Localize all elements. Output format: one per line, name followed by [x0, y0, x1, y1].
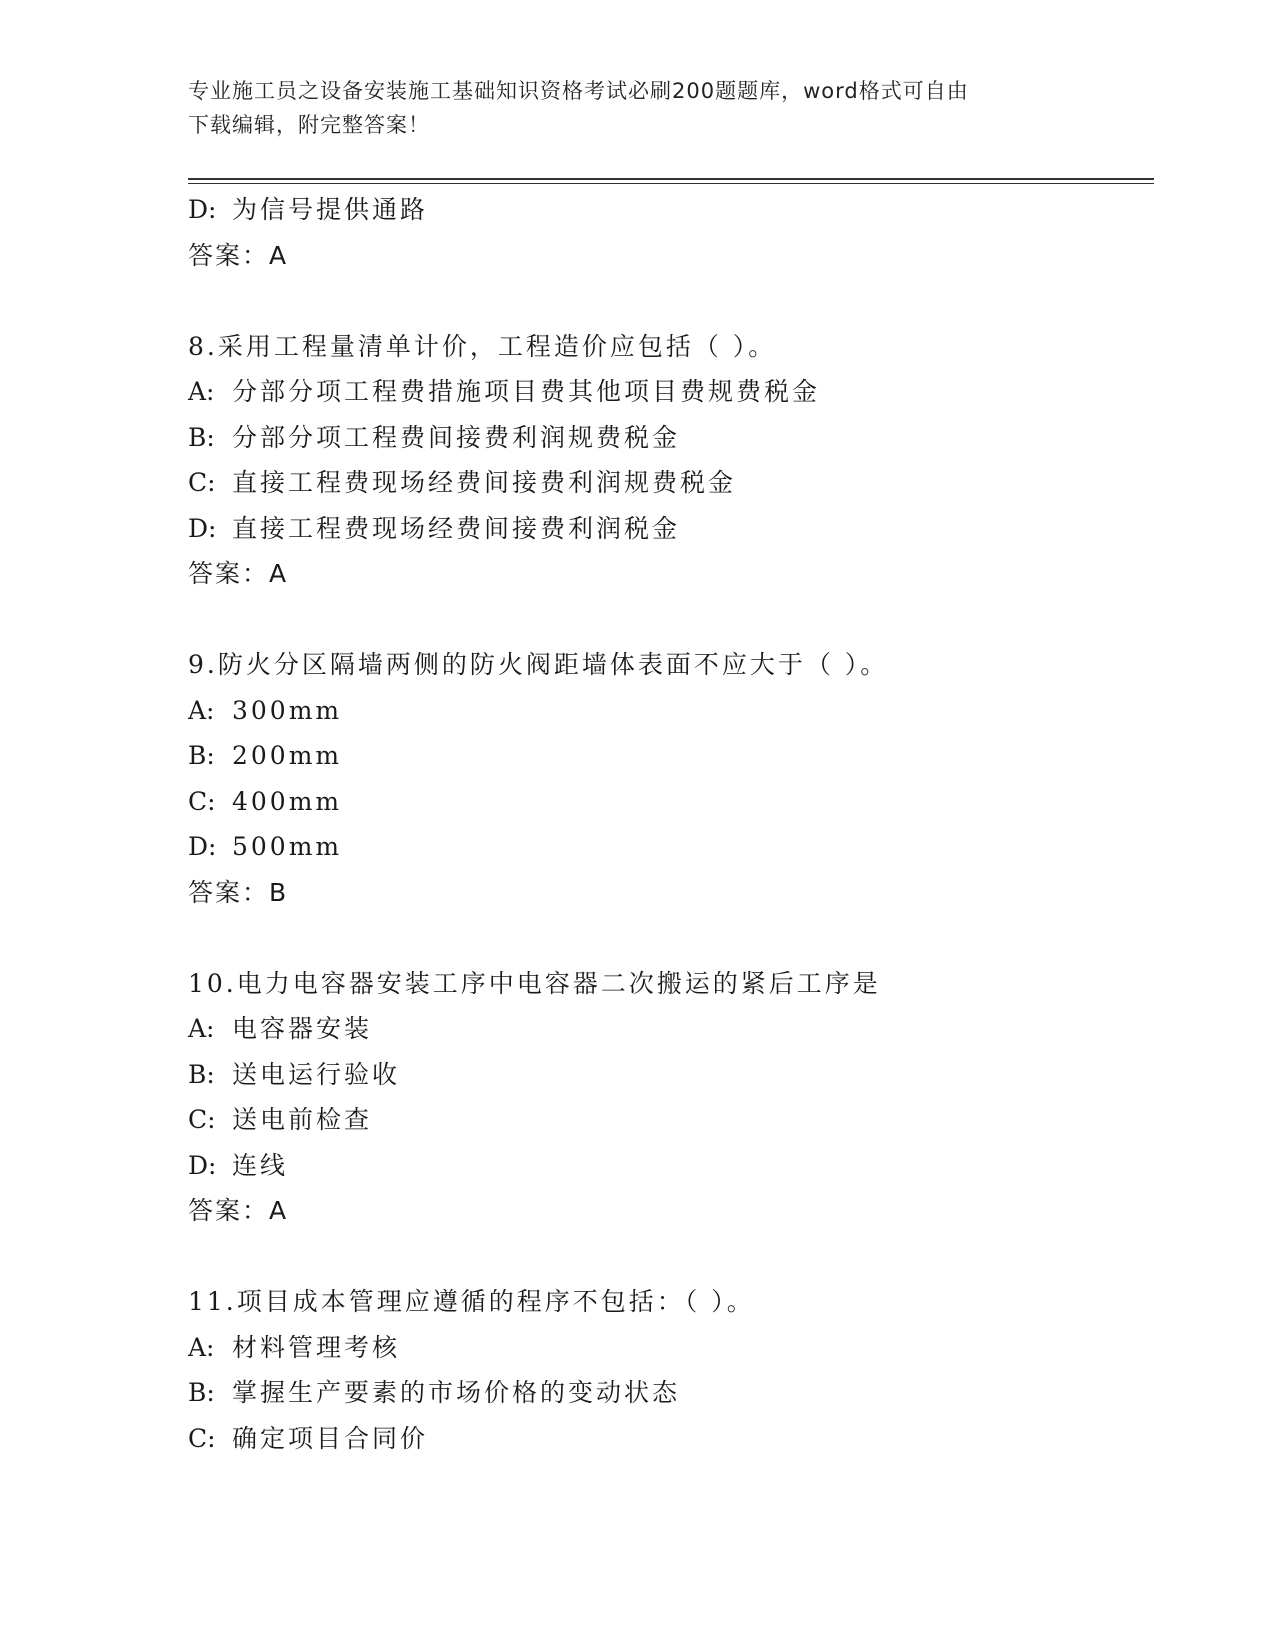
option-text: 分部分项工程费间接费利润规费税金 [232, 422, 681, 452]
answer-line: 答案：A [188, 1196, 289, 1225]
question-spacer [188, 597, 1148, 643]
option-line [188, 1097, 1148, 1143]
header-divider-thick [188, 178, 1154, 180]
option-text: 连线 [232, 1150, 289, 1180]
option-label: B: [188, 741, 215, 770]
option-text: 直接工程费现场经费间接费利润税金 [232, 513, 681, 543]
option-line [188, 1370, 1148, 1416]
option-label: A: [188, 1014, 215, 1043]
option-text: 送电前检查 [232, 1105, 373, 1134]
option-text: 300mm [232, 695, 343, 725]
question-stem: 8.采用工程量清单计价，工程造价应包括（ ）。 [188, 331, 777, 361]
option-line [188, 506, 1148, 552]
question-list [188, 187, 1148, 1461]
option-text: 掌握生产要素的市场价格的变动状态 [232, 1378, 681, 1407]
option-text: 送电运行验收 [232, 1059, 401, 1089]
question-spacer [188, 1234, 1148, 1280]
option-text: 确定项目合同价 [232, 1423, 429, 1453]
option-line [188, 1052, 1148, 1098]
header-divider-thin [188, 183, 1154, 184]
option-label: A: [188, 377, 215, 406]
header-line-1: 专业施工员之设备安装施工基础知识资格考试必刷200题题库，word格式可自由 [188, 79, 969, 103]
option-label: D: [188, 513, 217, 543]
option-text: 500mm [232, 832, 343, 861]
option-line [188, 187, 1148, 233]
answer-line: 答案：A [188, 240, 289, 270]
option-label: C: [188, 1423, 216, 1453]
option-label: B: [188, 422, 215, 452]
question-stem: 11.项目成本管理应遵循的程序不包括：（ ）。 [188, 1287, 755, 1316]
option-line [188, 369, 1148, 415]
option-line [188, 688, 1148, 734]
answer-line: 答案：A [188, 559, 289, 588]
option-label: B: [188, 1378, 215, 1407]
option-label: C: [188, 786, 216, 816]
option-label: B: [188, 1059, 215, 1089]
option-line [188, 824, 1148, 870]
option-line [188, 733, 1148, 779]
question-stem: 10.电力电容器安装工序中电容器二次搬运的紧后工序是 [188, 968, 881, 998]
option-text: 400mm [232, 786, 343, 816]
option-label: D: [188, 195, 217, 224]
question-stem: 9.防火分区隔墙两侧的防火阀距墙体表面不应大于（ ）。 [188, 650, 889, 679]
option-label: A: [188, 1332, 215, 1362]
option-line [188, 779, 1148, 825]
option-label: C: [188, 1105, 216, 1134]
option-line [188, 1416, 1148, 1462]
option-line [188, 1143, 1148, 1189]
option-line [188, 1325, 1148, 1371]
option-text: 直接工程费现场经费间接费利润规费税金 [232, 468, 737, 497]
option-text: 200mm [232, 741, 343, 770]
option-label: D: [188, 1150, 217, 1180]
option-text: 电容器安装 [232, 1014, 373, 1043]
answer-line: 答案：B [188, 877, 289, 907]
option-line [188, 415, 1148, 461]
question-spacer [188, 915, 1148, 961]
option-text: 分部分项工程费措施项目费其他项目费规费税金 [232, 377, 821, 406]
option-label: C: [188, 468, 216, 497]
option-line [188, 460, 1148, 506]
option-label: D: [188, 832, 217, 861]
document-header [188, 74, 1068, 142]
option-line [188, 1006, 1148, 1052]
option-text: 材料管理考核 [232, 1332, 401, 1362]
option-label: A: [188, 695, 215, 725]
question-spacer [188, 278, 1148, 324]
option-text: 为信号提供通路 [232, 195, 429, 224]
header-line-2: 下载编辑，附完整答案！ [188, 113, 430, 137]
